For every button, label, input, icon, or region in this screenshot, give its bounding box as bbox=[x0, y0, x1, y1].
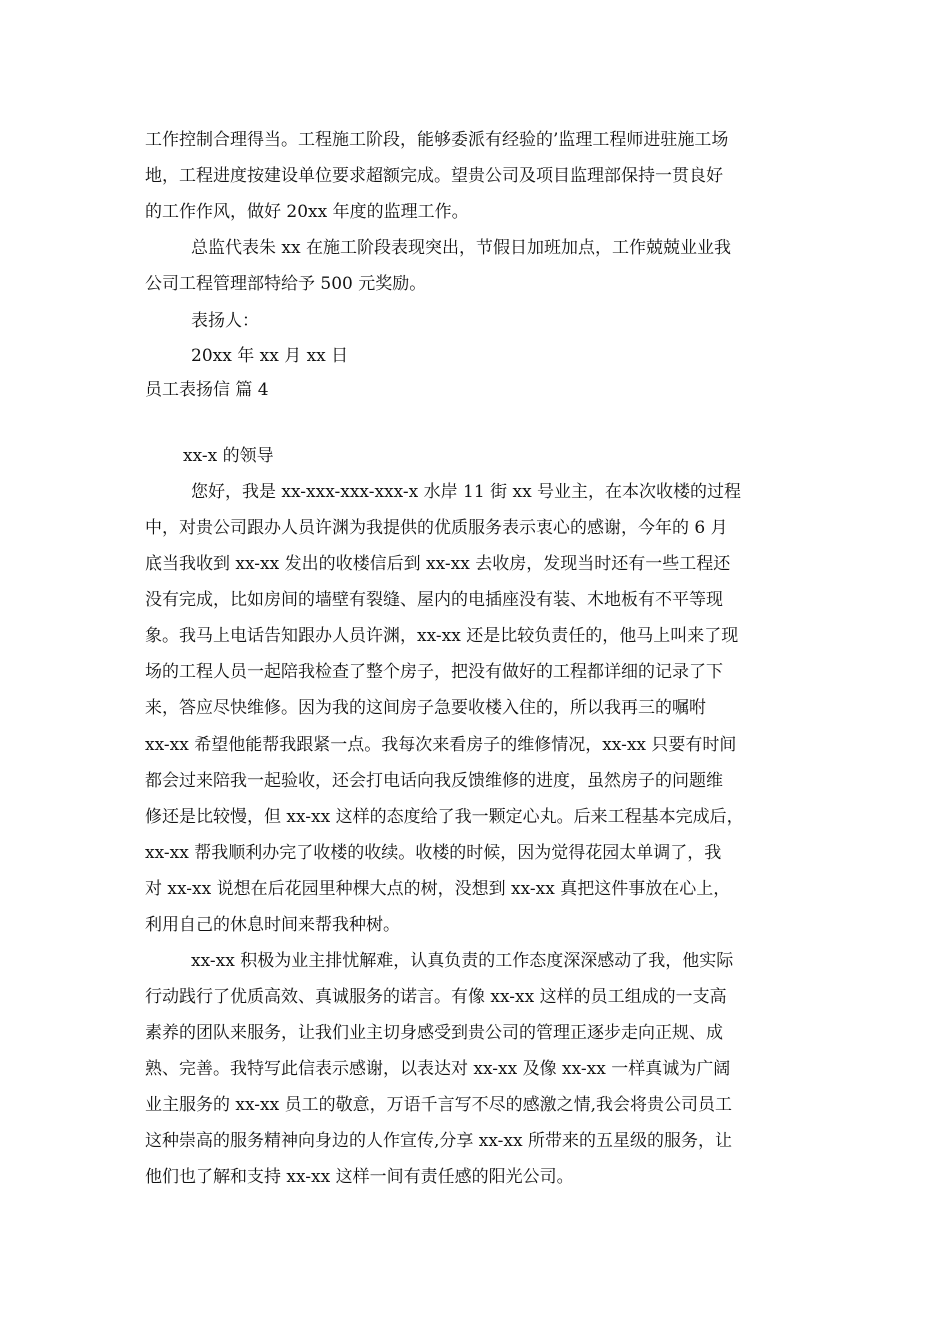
section-heading: 员工表扬信 篇 4 bbox=[145, 380, 269, 400]
text-line: 这种崇高的服务精神向身边的人作宣传,分享 xx-xx 所带来的五星级的服务，让 bbox=[145, 1131, 733, 1151]
paragraph-first-line: xx-xx 积极为业主排忧解难，认真负责的工作态度深深感动了我，他实际 bbox=[191, 951, 734, 971]
text-line: 来，答应尽快维修。因为我的这间房子急要收楼入住的，所以我再三的嘱咐 bbox=[145, 698, 706, 718]
paragraph-first-line: 您好，我是 xx-xxx-xxx-xxx-x 水岸 11 街 xx 号业主，在本次收楼的过程 bbox=[191, 482, 742, 502]
signature-label: 表扬人： bbox=[191, 311, 259, 331]
text-line: 利用自己的休息时间来帮我种树。 bbox=[145, 915, 400, 935]
text-line: 都会过来陪我一起验收，还会打电话向我反馈维修的进度，虽然房子的问题维 bbox=[145, 771, 723, 791]
text-line: xx-xx 希望他能帮我跟紧一点。我每次来看房子的维修情况，xx-xx 只要有时间 bbox=[145, 735, 737, 755]
text-line: 修还是比较慢，但 xx-xx 这样的态度给了我一颗定心丸。后来工程基本完成后， bbox=[145, 807, 744, 827]
text-line: 公司工程管理部特给予 500 元奖励。 bbox=[145, 274, 427, 294]
text-line: 素养的团队来服务，让我们业主切身感受到贵公司的管理正逐步走向正规、成 bbox=[145, 1023, 723, 1043]
text-line: 没有完成，比如房间的墙壁有裂缝、屋内的电插座没有装、木地板有不平等现 bbox=[145, 590, 723, 610]
paragraph-first-line: 总监代表朱 xx 在施工阶段表现突出，节假日加班加点，工作兢兢业业我 bbox=[191, 238, 731, 258]
text-line: 他们也了解和支持 xx-xx 这样一间有责任感的阳光公司。 bbox=[145, 1167, 574, 1187]
text-line: 对 xx-xx 说想在后花园里种棵大点的树，没想到 xx-xx 真把这件事放在心上， bbox=[145, 879, 731, 899]
salutation: xx-x 的领导 bbox=[183, 446, 274, 466]
text-line: xx-xx 帮我顺利办完了收楼的收续。收楼的时候，因为觉得花园太单调了，我 bbox=[145, 843, 722, 863]
text-line: 中，对贵公司跟办人员许渊为我提供的优质服务表示衷心的感谢，今年的 6 月 bbox=[145, 518, 728, 538]
text-line: 的工作作风，做好 20xx 年度的监理工作。 bbox=[145, 202, 469, 222]
text-line: 底当我收到 xx-xx 发出的收楼信后到 xx-xx 去收房，发现当时还有一些工程还 bbox=[145, 554, 731, 574]
text-line: 地，工程进度按建设单位要求超额完成。望贵公司及项目监理部保持一贯良好 bbox=[145, 166, 723, 186]
text-line: 工作控制合理得当。工程施工阶段，能够委派有经验的’监理工程师进驻施工场 bbox=[145, 130, 729, 150]
date-line: 20xx 年 xx 月 xx 日 bbox=[191, 346, 349, 366]
text-line: 熟、完善。我特写此信表示感谢，以表达对 xx-xx 及像 xx-xx 一样真诚为广阔 bbox=[145, 1059, 731, 1079]
text-line: 场的工程人员一起陪我检查了整个房子，把没有做好的工程都详细的记录了下 bbox=[145, 662, 723, 682]
text-line: 行动践行了优质高效、真诚服务的诺言。有像 xx-xx 这样的员工组成的一支高 bbox=[145, 987, 727, 1007]
text-line: 象。我马上电话告知跟办人员许渊，xx-xx 还是比较负责任的，他马上叫来了现 bbox=[145, 626, 739, 646]
text-line: 业主服务的 xx-xx 员工的敬意，万语千言写不尽的感激之情,我会将贵公司员工 bbox=[145, 1095, 733, 1115]
